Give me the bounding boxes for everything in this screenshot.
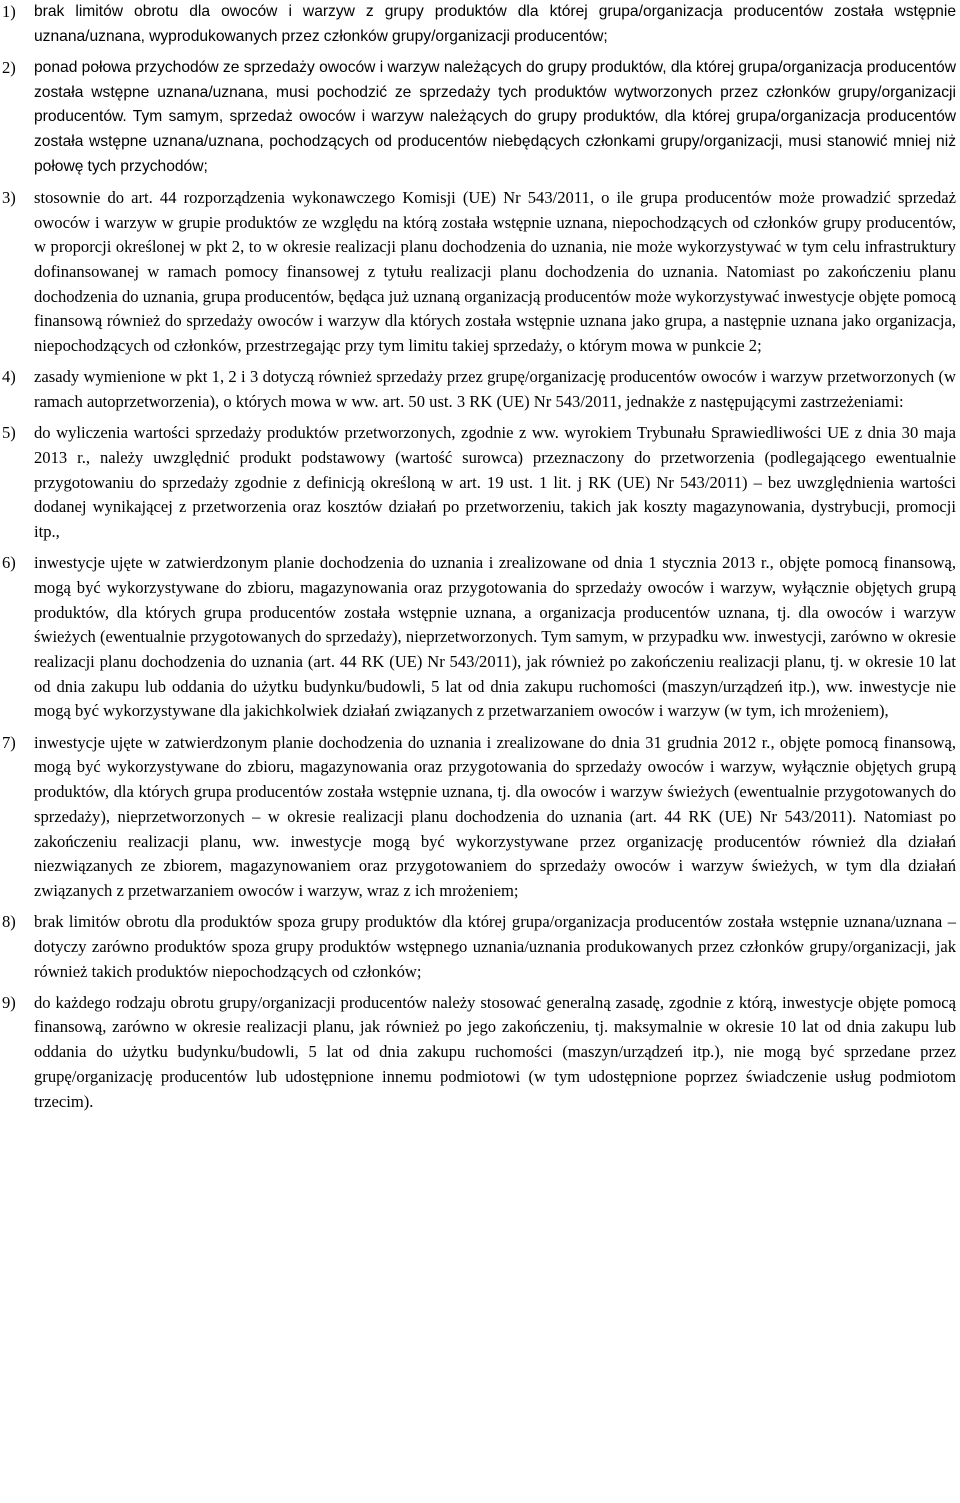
list-item-6 bbox=[2, 551, 956, 724]
item-text: brak limitów obrotu dla produktów spoza grupy produktów dla której grupa/organizacja producentów została wstępnie uznana/uznana – dotyczy zarówno produktów spoza grupy produktów wstępnego uznania/uznania produkowanych przez członków grupy/organizacji, jak również takich produktów niepochodzących od członków; bbox=[34, 912, 956, 981]
item-text: brak limitów obrotu dla owoców i warzyw z grupy produktów dla której grupa/organizacja producentów została wstępnie uznana/uznana, wyprodukowanych przez członków grupy/organizacji producentów; bbox=[34, 3, 956, 45]
item-number: 9) bbox=[2, 992, 16, 1012]
item-text: stosownie do art. 44 rozporządzenia wykonawczego Komisji (UE) Nr 543/2011, o ile grupa producentów może prowadzić sprzedaż owoców i warzyw w grupie produktów ze względu na którą została wstępnie uznana, niepochodzących od członków grupy producentów, w proporcji określonej w pkt 2, to w okresie realizacji planu dochodzenia do uznania, nie może wykorzystywać w tym celu infrastruktury dofinansowanej w ramach pomocy finansowej z tytułu realizacji planu dochodzenia do uznania. Natomiast po zakończeniu planu dochodzenia do uznania, grupa producentów, będąca już uznaną organizacją producentów może wykorzystywać inwestycje objęte pomocą finansową również do sprzedaży owoców i warzyw dla których została wstępnie uznana jako grupa, a następnie uznana jako organizacja, niepochodzących od członków, przestrzegając przy tym limitu takiej sprzedaży, o którym mowa w punkcie 2; bbox=[34, 187, 956, 356]
item-text: inwestycje ujęte w zatwierdzonym planie dochodzenia do uznania i zrealizowane od dnia 1 stycznia 2013 r., objęte pomocą finansową, mogą być wykorzystywane do zbioru, magazynowania oraz przygotowania do sprzedaży owoców i warzyw, wyłącznie objętych grupą produktów, dla których grupa producentów została wstępnie uznana, a organizacja producentów uznana, tj. dla owoców i warzyw świeżych (ewentualnie przygotowanych do sprzedaży), nieprzetworzonych. Tym samym, w przypadku ww. inwestycji, zarówno w okresie realizacji planu dochodzenia do uznania (art. 44 RK (UE) Nr 543/2011), jak również po zakończeniu realizacji planu, tj. w okresie 10 lat od dnia zakupu lub oddania do użytku budynku/budowli, 5 lat od dnia zakupu ruchomości (maszyn/urządzeń itp.), ww. inwestycje nie mogą być wykorzystywane dla jakichkolwiek działań związanych z przetwarzaniem owoców i warzyw (w tym, ich mrożeniem), bbox=[34, 553, 956, 721]
item-text: ponad połowa przychodów ze sprzedaży owoców i warzyw należących do grupy produktów, dla której grupa/organizacja producentów została wstępne uznana/uznana, musi pochodzić ze sprzedaży tych produktów wytworzonych przez członków grupy/organizacji producentów. Tym samym, sprzedaż owoców i warzyw należących do grupy produktów, dla której grupa/organizacja producentów została wstępne uznana/uznana, pochodzących od producentów niebędących członkami grupy/organizacji, musi stanowić mniej niż połowę tych przychodów; bbox=[34, 58, 956, 175]
list-item-5 bbox=[2, 421, 956, 545]
item-number: 3) bbox=[2, 187, 16, 207]
item-number: 7) bbox=[2, 732, 16, 752]
item-number: 2) bbox=[2, 57, 16, 77]
list-item-9 bbox=[2, 991, 956, 1115]
item-text: zasady wymienione w pkt 1, 2 i 3 dotyczą również sprzedaży przez grupę/organizację producentów owoców i warzyw przetworzonych (w ramach autoprzetworzenia), o których mowa w ww. art. 50 ust. 3 RK (UE) Nr 543/2011, jednakże z następującymi zastrzeżeniami: bbox=[34, 367, 956, 412]
item-number: 5) bbox=[2, 423, 16, 443]
item-number: 6) bbox=[2, 553, 16, 573]
numbered-list bbox=[2, 0, 956, 1114]
item-number: 4) bbox=[2, 367, 16, 387]
list-item-3 bbox=[2, 186, 956, 359]
list-item-7 bbox=[2, 731, 956, 904]
list-item-8 bbox=[2, 910, 956, 984]
list-item-2 bbox=[2, 56, 956, 180]
item-text: inwestycje ujęte w zatwierdzonym planie dochodzenia do uznania i zrealizowane do dnia 31 grudnia 2012 r., objęte pomocą finansową, mogą być wykorzystywane do zbioru, magazynowania oraz przygotowania do sprzedaży owoców i warzyw, wyłącznie objętych grupą produktów, dla których grupa producentów została wstępnie uznana, tj. dla owoców i warzyw świeżych (ewentualnie przygotowanych do sprzedaży), nieprzetworzonych – w okresie realizacji planu dochodzenia do uznania (art. 44 RK (UE) Nr 543/2011). Natomiast po zakończeniu realizacji planu, ww. inwestycje mogą być wykorzystywane przez organizację producentów również dla działań niezwiązanych ze zbiorem, magazynowaniem oraz przygotowaniem do sprzedaży owoców i warzyw świeżych, w tym dla działań związanych z przetwarzaniem owoców i warzyw, wraz z ich mrożeniem; bbox=[34, 732, 956, 900]
list-item-1 bbox=[2, 0, 956, 49]
item-number: 1) bbox=[2, 2, 16, 21]
item-text: do wyliczenia wartości sprzedaży produktów przetworzonych, zgodnie z ww. wyrokiem Trybunału Sprawiedliwości UE z dnia 30 maja 2013 r., należy uwzględnić produkt podstawowy (wartość surowca) przeznaczony do przetworzenia (podlegającego ewentualnie przygotowaniu do sprzedaży zgodnie z definicją określoną w art. 19 ust. 1 lit. j RK (UE) Nr 543/2011) – bez uwzględnienia wartości dodanej wynikającej z przetworzenia oraz kosztów działań po przetworzeniu, takich jak koszty magazynowania, dystrybucji, promocji itp., bbox=[34, 423, 956, 542]
item-number: 8) bbox=[2, 912, 16, 932]
list-item-4 bbox=[2, 365, 956, 414]
item-text: do każdego rodzaju obrotu grupy/organizacji producentów należy stosować generalną zasadę, zgodnie z którą, inwestycje objęte pomocą finansową, zarówno w okresie realizacji planu, jak również po jego zakończeniu, tj. maksymalnie w okresie 10 lat od dnia zakupu lub oddania do użytku budynku/budowli, 5 lat od dnia zakupu ruchomości (maszyn/urządzeń itp.), nie mogą być sprzedane przez grupę/organizację producentów lub udostępnione innemu podmiotowi (w tym udostępnione poprzez świadczenie usług podmiotom trzecim). bbox=[34, 992, 956, 1111]
